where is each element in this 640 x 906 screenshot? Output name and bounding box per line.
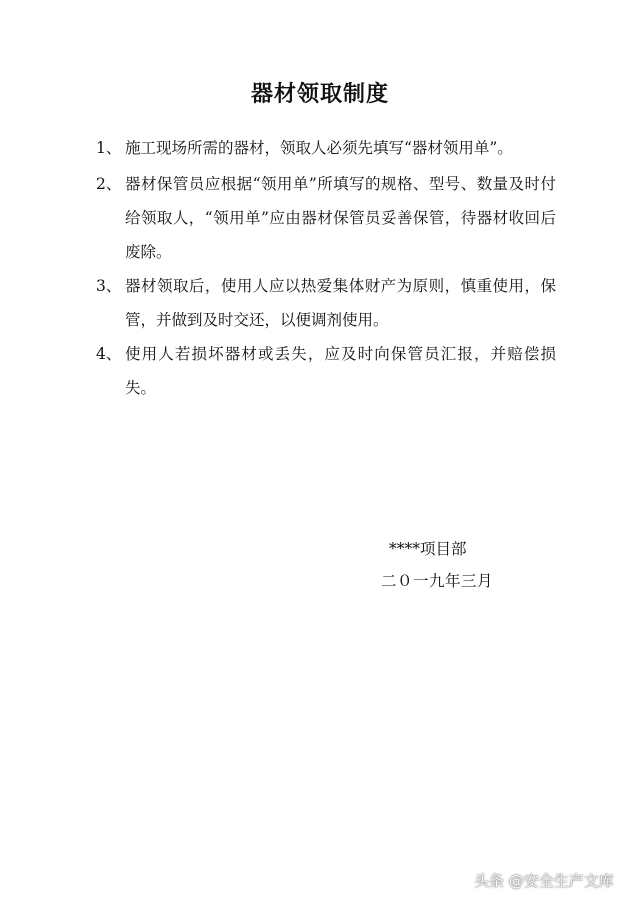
rule-item bbox=[96, 131, 556, 165]
document-title: 器材领取制度 bbox=[250, 82, 389, 107]
rule-text: 器材领取后，使用人应以热爱集体财产为原则，慎重使用，保管，并做到及时交还，以便调剂使用。 bbox=[125, 277, 556, 329]
rule-number: 4、 bbox=[96, 345, 122, 363]
rule-item bbox=[96, 337, 556, 405]
rule-number: 2、 bbox=[96, 175, 122, 193]
rules-list bbox=[96, 131, 556, 405]
rule-text: 施工现场所需的器材，领取人必须先填写“器材领用单”。 bbox=[125, 139, 513, 157]
rule-text: 器材保管员应根据“领用单”所填写的规格、型号、数量及时付给领取人，“领用单”应由器材保管员妥善保管，待器材收回后废除。 bbox=[125, 175, 556, 261]
signature-date: 二０一九年三月 bbox=[381, 572, 494, 590]
rule-number: 1、 bbox=[96, 139, 122, 157]
signature-department: ****项目部 bbox=[389, 540, 467, 558]
rule-number: 3、 bbox=[96, 277, 122, 295]
rule-item bbox=[96, 269, 556, 337]
rule-item bbox=[96, 167, 556, 269]
rule-text: 使用人若损坏器材或丢失，应及时向保管员汇报，并赔偿损失。 bbox=[125, 345, 556, 397]
watermark-text: 头条 @安全生产文库 bbox=[474, 872, 614, 890]
